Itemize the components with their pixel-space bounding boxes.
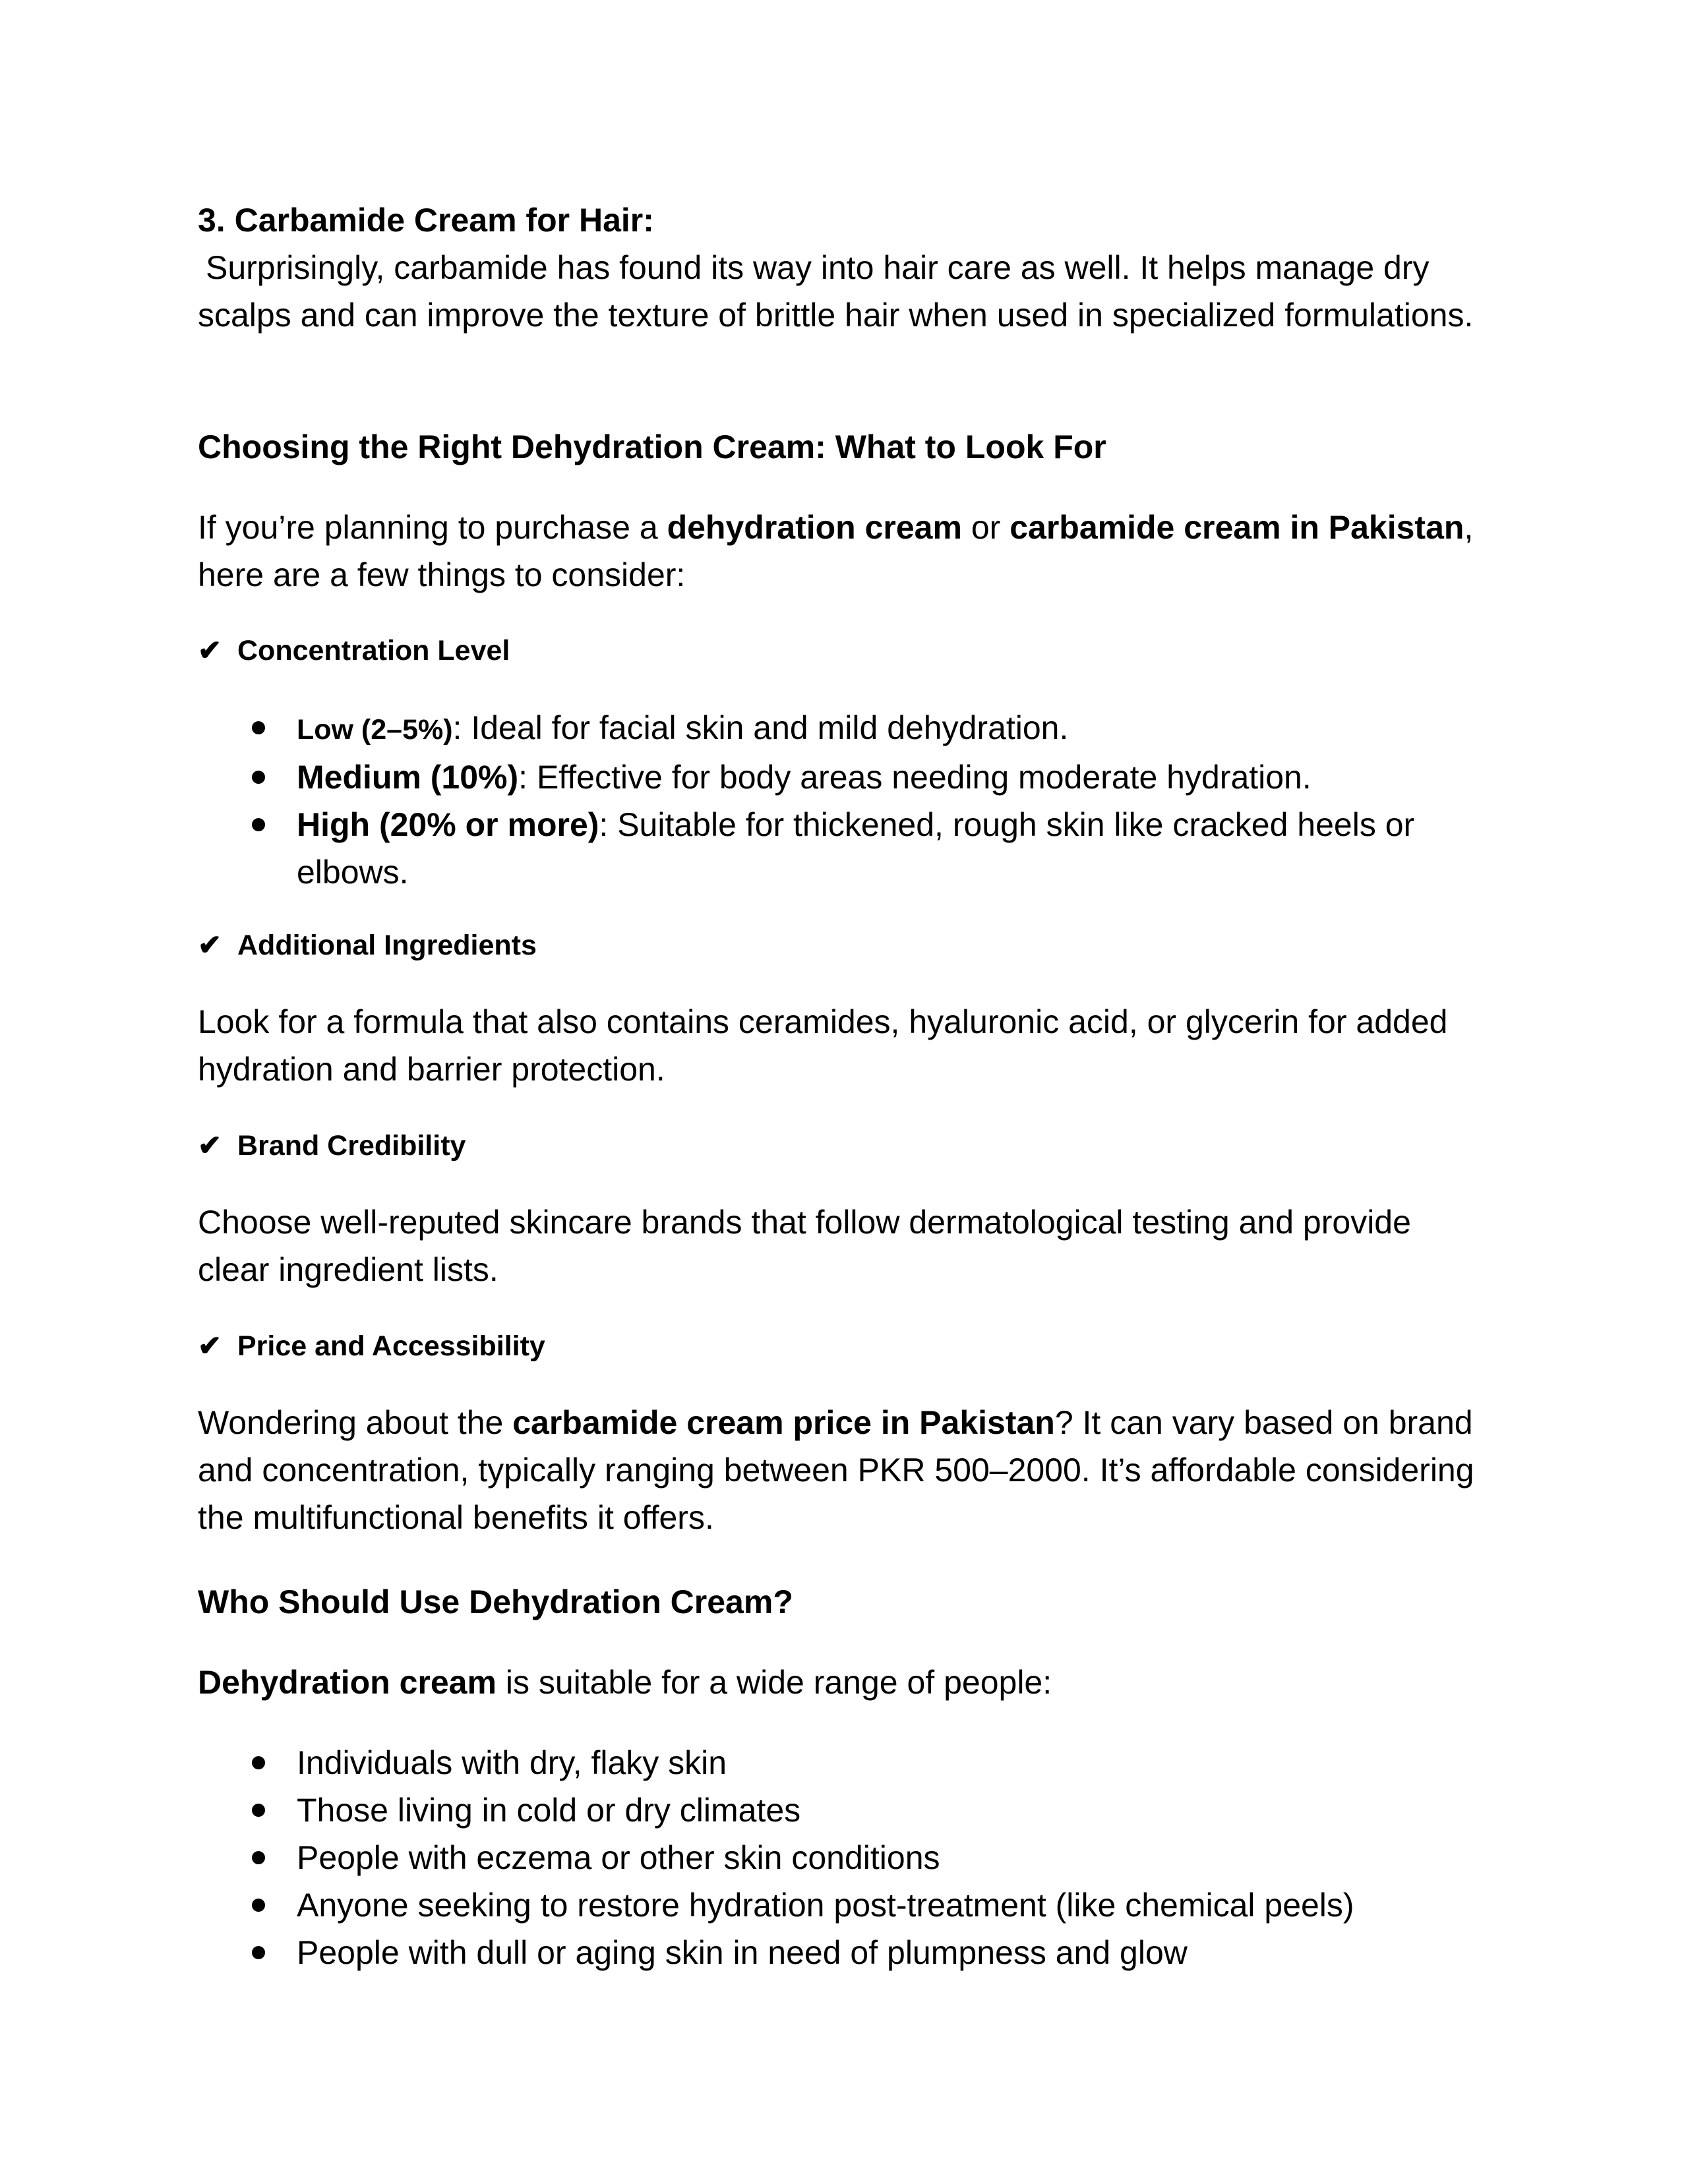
list-item-text: People with eczema or other skin conditions xyxy=(297,1839,940,1876)
bullet-icon xyxy=(252,818,265,831)
list-item-text: : Ideal for facial skin and mild dehydration. xyxy=(452,709,1069,746)
intro-bold-1: dehydration cream xyxy=(667,509,962,546)
check-icon: ✔ xyxy=(198,1130,222,1162)
bullet-icon xyxy=(252,1899,265,1912)
who-heading: Who Should Use Dehydration Cream? xyxy=(198,1583,793,1620)
intro-bold-2: carbamide cream in Pakistan xyxy=(1010,509,1464,546)
additional-heading-text: Additional Ingredients xyxy=(237,930,537,961)
price-text-1: Wondering about the xyxy=(198,1404,513,1441)
list-item xyxy=(198,753,1490,801)
price-text-2: ? It can vary based on brand and concentration, typically ranging between PKR 500–2000. It’s affordable considering the multifunctional benefits it offers. xyxy=(198,1404,1474,1536)
bullet-icon xyxy=(252,1946,265,1959)
price-bold: carbamide cream price in Pakistan xyxy=(512,1404,1055,1441)
list-item xyxy=(198,1834,1490,1881)
brand-heading-text: Brand Credibility xyxy=(237,1130,466,1162)
bullet-icon xyxy=(252,721,265,734)
intro-text-2: or xyxy=(961,509,1010,546)
bullet-icon xyxy=(252,1851,265,1864)
bullet-icon xyxy=(252,771,265,784)
check-icon: ✔ xyxy=(198,1330,222,1362)
price-heading-text: Price and Accessibility xyxy=(237,1330,545,1362)
section-paragraph: Surprisingly, carbamide has found its way into hair care as well. It helps manage dry scalps and can improve the texture of brittle hair when used in specialized formulations. xyxy=(198,249,1474,334)
list-item xyxy=(198,1786,1490,1834)
choosing-heading: Choosing the Right Dehydration Cream: What to Look For xyxy=(198,428,1106,465)
list-item xyxy=(198,1881,1490,1929)
bullet-icon xyxy=(252,1804,265,1817)
who-list xyxy=(198,1739,1490,1976)
price-paragraph xyxy=(198,1399,1490,1541)
intro-text-3: , here are a few things to consider: xyxy=(198,509,1474,593)
brand-paragraph: Choose well-reputed skincare brands that follow dermatological testing and provide clear ingredient lists. xyxy=(198,1204,1411,1288)
intro-text-1: If you’re planning to purchase a xyxy=(198,509,667,546)
additional-subheading xyxy=(198,926,1490,965)
additional-paragraph: Look for a formula that also contains ceramides, hyaluronic acid, or glycerin for added hydration and barrier protection. xyxy=(198,1003,1448,1088)
list-item-label: Medium (10%) xyxy=(297,759,519,796)
list-item xyxy=(198,1739,1490,1786)
brand-subheading xyxy=(198,1126,1490,1166)
choosing-intro-paragraph xyxy=(198,504,1490,599)
section-heading: 3. Carbamide Cream for Hair: xyxy=(198,202,654,239)
concentration-list xyxy=(198,704,1490,896)
list-item-text: People with dull or aging skin in need of plumpness and glow xyxy=(297,1934,1188,1971)
concentration-subheading xyxy=(198,631,1490,670)
list-item xyxy=(198,1929,1490,1976)
list-item-text: Anyone seeking to restore hydration post-treatment (like chemical peels) xyxy=(297,1887,1354,1924)
list-item-label: High (20% or more) xyxy=(297,806,599,843)
list-item xyxy=(198,704,1490,753)
list-item-text: : Effective for body areas needing moderate hydration. xyxy=(518,759,1311,796)
who-intro-bold: Dehydration cream xyxy=(198,1664,497,1701)
check-icon: ✔ xyxy=(198,930,222,961)
list-item-text: Individuals with dry, flaky skin xyxy=(297,1744,727,1781)
check-icon: ✔ xyxy=(198,635,222,666)
list-item-text: Those living in cold or dry climates xyxy=(297,1792,801,1829)
bullet-icon xyxy=(252,1756,265,1769)
price-subheading xyxy=(198,1326,1490,1366)
list-item-text: : Suitable for thickened, rough skin like cracked heels or elbows. xyxy=(297,806,1415,891)
who-intro-paragraph xyxy=(198,1659,1490,1706)
who-intro-text: is suitable for a wide range of people: xyxy=(496,1664,1052,1701)
list-item-label: Low (2–5%) xyxy=(297,714,453,746)
concentration-heading-text: Concentration Level xyxy=(237,635,510,666)
list-item xyxy=(198,801,1490,896)
